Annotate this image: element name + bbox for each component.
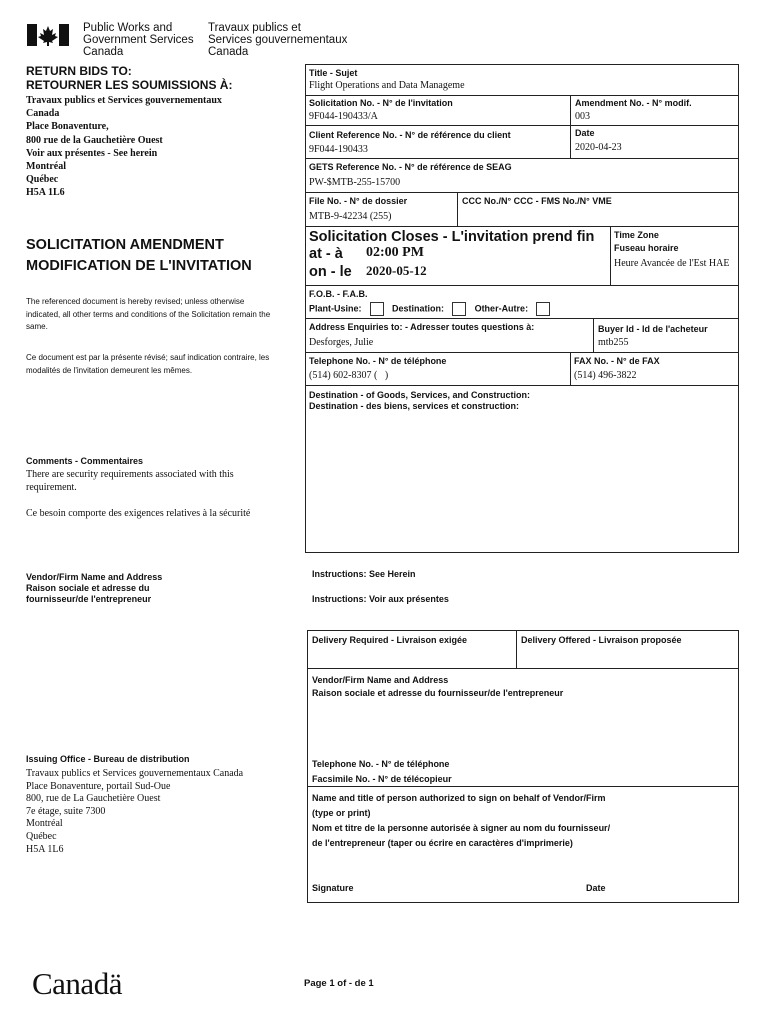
date-value: 2020-04-23 (575, 142, 622, 153)
signature-label: Signature (312, 883, 354, 893)
other-label: Other-Autre: (474, 303, 529, 314)
buyer-id-label: Buyer Id - Id de l'acheteur (598, 324, 708, 334)
issuing-office-address: Travaux publics et Services gouvernementaux Canada Place Bonaventure, portail Sud-Oue 800, rue de La Gauchetière Ouest 7e étage, suite 7300 Montréal Québec H5A 1L6 (26, 768, 244, 855)
amendment-note-fr: Ce document est par la présente révisé; sauf indication contraire, les modalités de l'invitation demeurent les mêmes. (26, 353, 270, 375)
instructions-fr: Instructions: Voir aux présentes (312, 594, 449, 604)
title-label: Title - Sujet (309, 68, 358, 78)
file-no-value: MTB-9-42234 (255) (309, 211, 392, 222)
return-bids-title-en: RETURN BIDS TO: (26, 64, 132, 78)
buyer-id-value: mtb255 (598, 337, 629, 348)
amendment-no-label: Amendment No. - N° modif. (575, 98, 692, 108)
vendor-fax-label: Facsimile No. - N° de télécopieur (312, 774, 452, 784)
time-zone-label: Time Zone Fuseau horaire (614, 230, 679, 253)
delivery-offered-label: Delivery Offered - Livraison proposée (521, 635, 682, 645)
comments-text-fr: Ce besoin comporte des exigences relatives à la sécurité (26, 508, 251, 519)
client-ref-label: Client Reference No. - N° de référence du client (309, 130, 511, 140)
vendor-name-label: Vendor/Firm Name and Address Raison sociale et adresse du fournisseur/de l'entrepreneur (312, 675, 564, 698)
at-label: at - à (309, 246, 343, 262)
amendment-title-en: SOLICITATION AMENDMENT (26, 237, 224, 253)
phone-label: Telephone No. - N° de téléphone (309, 356, 447, 366)
fob-label: F.O.B. - F.A.B. (309, 289, 368, 299)
close-time-value: 02:00 PM (366, 245, 424, 260)
plant-checkbox[interactable] (370, 302, 384, 316)
solicitation-no-label: Solicitation No. - N° de l'invitation (309, 98, 453, 108)
plant-label: Plant-Usine: (309, 303, 362, 314)
signature-date-label: Date (586, 883, 606, 893)
return-bids-title-fr: RETOURNER LES SOUMISSIONS À: (26, 78, 233, 92)
amendment-note-en: The referenced document is hereby revised; unless otherwise indicated, all other terms and conditions of the Solicitation remain the same. (26, 297, 271, 331)
enquiries-value: Desforges, Julie (309, 337, 374, 348)
enquiries-label: Address Enquiries to: - Adresser toutes questions à: (309, 322, 535, 332)
date-label: Date (575, 128, 595, 138)
other-checkbox[interactable] (536, 302, 550, 316)
amendment-title-fr: MODIFICATION DE L'INVITATION (26, 258, 252, 274)
destination-goods-label: Destination - of Goods, Services, and Construction: Destination - des biens, services et construction: (309, 390, 531, 411)
close-date-value: 2020-05-12 (366, 263, 427, 278)
fax-label: FAX No. - N° de FAX (574, 356, 660, 366)
header-dept-fr: Travaux publics et Services gouvernementaux Canada (208, 22, 348, 58)
on-label: on - le (309, 264, 352, 280)
return-bids-address: Travaux publics et Services gouvernementaux Canada Place Bonaventure, 800 rue de la Gauchetière Ouest Voir aux présentes - See herein Montréal Québec H5A 1L6 (26, 95, 222, 199)
title-value: Flight Operations and Data Manageme (309, 80, 465, 91)
header-dept-en: Public Works and Government Services Canada (83, 22, 194, 58)
destination-checkbox[interactable] (452, 302, 466, 316)
fob-options (309, 302, 556, 316)
fax-value: (514) 496-3822 (574, 370, 637, 381)
file-no-label: File No. - N° de dossier (309, 196, 408, 206)
client-ref-value: 9F044-190433 (309, 144, 368, 155)
authorized-signer-label: Name and title of person authorized to sign on behalf of Vendor/Firm (type or print) Nom et titre de la personne autorisée à signer au nom du fournisseur/ de l'entrepreneur (taper ou écrire en caractères d'imprimerie) (312, 793, 611, 848)
gets-ref-value: PW-$MTB-255-15700 (309, 177, 401, 188)
time-zone-value: Heure Avancée de l'Est HAE (614, 258, 730, 269)
canada-wordmark: Canadä (32, 966, 122, 1001)
closes-label: Solicitation Closes - L'invitation prend fin (309, 229, 595, 245)
page-number: Page 1 of - de 1 (304, 978, 374, 989)
comments-label: Comments - Commentaires (26, 456, 144, 466)
amendment-no-value: 003 (575, 111, 590, 122)
destination-label: Destination: (392, 303, 445, 314)
delivery-required-label: Delivery Required - Livraison exigée (312, 635, 468, 645)
instructions-en: Instructions: See Herein (312, 569, 416, 579)
phone-value: (514) 602-8307 ( ) (309, 370, 389, 381)
ccc-no-label: CCC No./N° CCC - FMS No./N° VME (462, 196, 612, 206)
solicitation-no-value: 9F044-190433/A (309, 111, 378, 122)
canada-flag-logo (27, 24, 69, 46)
vendor-phone-label: Telephone No. - N° de téléphone (312, 759, 450, 769)
vendor-left-label: Vendor/Firm Name and Address Raison sociale et adresse du fournisseur/de l'entrepreneur (26, 572, 163, 604)
comments-text-en: There are security requirements associated with this requirement. (26, 469, 234, 493)
gets-ref-label: GETS Reference No. - N° de référence de SEAG (309, 162, 512, 172)
issuing-office-label: Issuing Office - Bureau de distribution (26, 754, 190, 764)
